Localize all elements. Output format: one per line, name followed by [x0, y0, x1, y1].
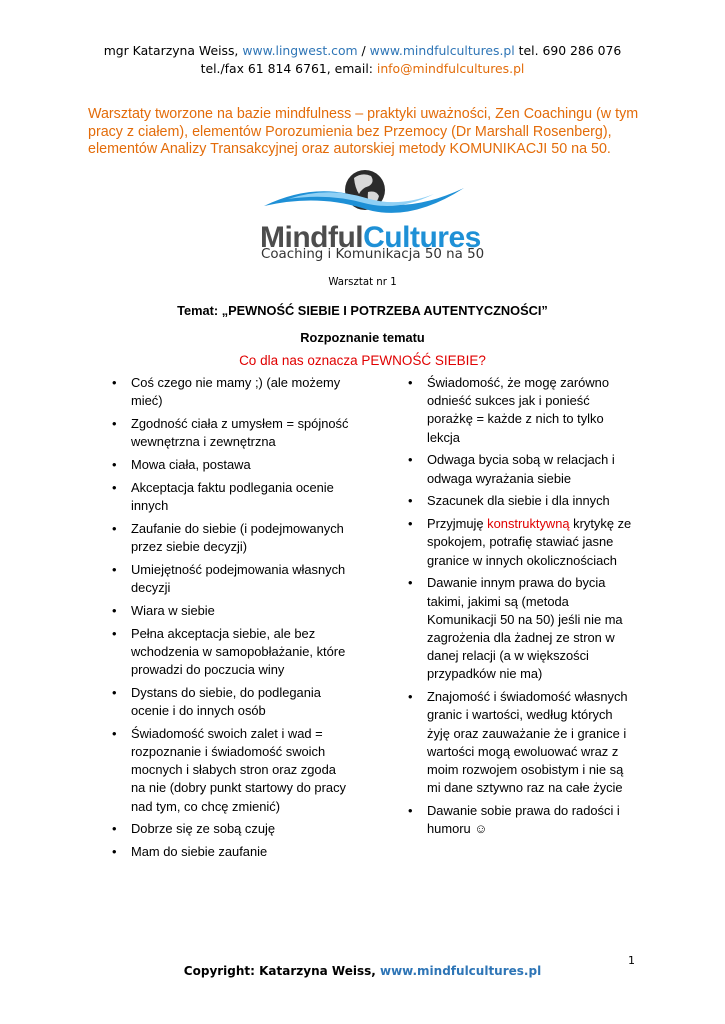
list-item: • Szacunek dla siebie i dla innych: [408, 492, 634, 510]
globe-swoosh-icon: [258, 168, 468, 224]
author-name: mgr Katarzyna Weiss,: [103, 43, 243, 58]
copyright-text: Copyright: Katarzyna Weiss,: [183, 964, 380, 978]
highlight-word: konstruktywną: [487, 516, 570, 532]
list-item: • Akceptacja faktu podlegania ocenie innych: [112, 479, 352, 515]
page-header: [0, 42, 725, 78]
header-fax: tel./fax 61 814 6761, email:: [200, 61, 377, 76]
list-item: • Zaufanie do siebie (i podejmowanych przez siebie decyzji): [112, 520, 352, 556]
page-number: 1: [628, 954, 635, 967]
list-item: [408, 515, 634, 570]
list-item: • Dawanie innym prawa do bycia takimi, jakimi są (metoda Komunikacji 50 na 50) jeśli nie ma zagrożenia dla żadnej ze stron w danej relacji (a w większości przypadków nie ma): [408, 574, 634, 683]
mindfulcultures-logo: [258, 168, 485, 264]
logo-word-mindful: Mindful: [260, 221, 364, 254]
list-item: • Wiara w siebie: [112, 602, 352, 620]
header-line-2: [0, 60, 725, 78]
list-item: • Mowa ciała, postawa: [112, 456, 352, 474]
logo-tagline: Coaching i Komunikacja 50 na 50: [261, 247, 485, 262]
header-line-1: [0, 42, 725, 60]
right-bullet-list: [408, 374, 634, 843]
subtitle: Rozpoznanie tematu: [300, 330, 425, 345]
list-item: • Świadomość, że mogę zarówno odnieść sukces jak i ponieść porażkę = każde z nich to tylko lekcja: [408, 374, 634, 447]
list-item: • Pełna akceptacja siebie, ale bez wchodzenia w samopobłażanie, które prowadzi do poczucia winy: [112, 625, 352, 680]
mindfulcultures-link[interactable]: www.mindfulcultures.pl: [369, 43, 515, 58]
left-bullet-list: [112, 374, 352, 866]
header-separator: /: [357, 43, 370, 58]
item-text-before: Przyjmuję: [427, 516, 488, 532]
intro-paragraph: Warsztaty tworzone na bazie mindfulness – praktyki uważności, Zen Coachingu (w tym pracy z ciałem), elementów Porozumienia bez Przemocy (Dr Marshall Rosenberg), elementów Analizy Transakcyjnej oraz autorskiej metody KOMUNIKACJI 50 na 50.: [88, 106, 639, 157]
question-heading: Co dla nas oznacza PEWNOŚĆ SIEBIE?: [239, 353, 486, 368]
workshop-number: Warsztat nr 1: [328, 277, 397, 288]
list-item: • Znajomość i świadomość własnych granic i wartości, według których żyję oraz zauważanie że i granice i wartości mogą ewoluować wraz z moim rozwojem osobistym i nie są mi dane sztywno raz na całe życie: [408, 688, 634, 797]
list-item: • Mam do siebie zaufanie: [112, 843, 352, 861]
topic-title: Temat: „PEWNOŚĆ SIEBIE I POTRZEBA AUTENTYCZNOŚCI”: [177, 303, 548, 318]
list-item: • Zgodność ciała z umysłem = spójność wewnętrzna i zewnętrzna: [112, 415, 352, 451]
list-item: • Coś czego nie mamy ;) (ale możemy mieć): [112, 374, 352, 410]
list-item: • Dawanie sobie prawa do radości i humoru ☺: [408, 802, 634, 838]
item-text-after: krytykę ze spokojem, potrafię stawiać jasne granice w innych okolicznościach: [427, 516, 632, 568]
lingwest-link[interactable]: www.lingwest.com: [242, 43, 358, 58]
list-item: • Świadomość swoich zalet i wad = rozpoznanie i świadomość swoich mocnych i słabych stron oraz zgoda na nie (dobry punkt startowy do pracy nad tym, co chcę zmienić): [112, 725, 352, 816]
page-footer: [0, 964, 725, 978]
list-item: • Odwaga bycia sobą w relacjach i odwaga wyrażania siebie: [408, 451, 634, 487]
header-phone: tel. 690 286 076: [514, 43, 622, 58]
list-item: • Dystans do siebie, do podlegania ocenie i do innych osób: [112, 684, 352, 720]
footer-link[interactable]: www.mindfulcultures.pl: [380, 964, 542, 978]
list-item: • Dobrze się ze sobą czuję: [112, 820, 352, 838]
list-item: • Umiejętność podejmowania własnych decyzji: [112, 561, 352, 597]
email-link[interactable]: info@mindfulcultures.pl: [376, 61, 525, 76]
logo-word-cultures: Cultures: [363, 221, 481, 254]
